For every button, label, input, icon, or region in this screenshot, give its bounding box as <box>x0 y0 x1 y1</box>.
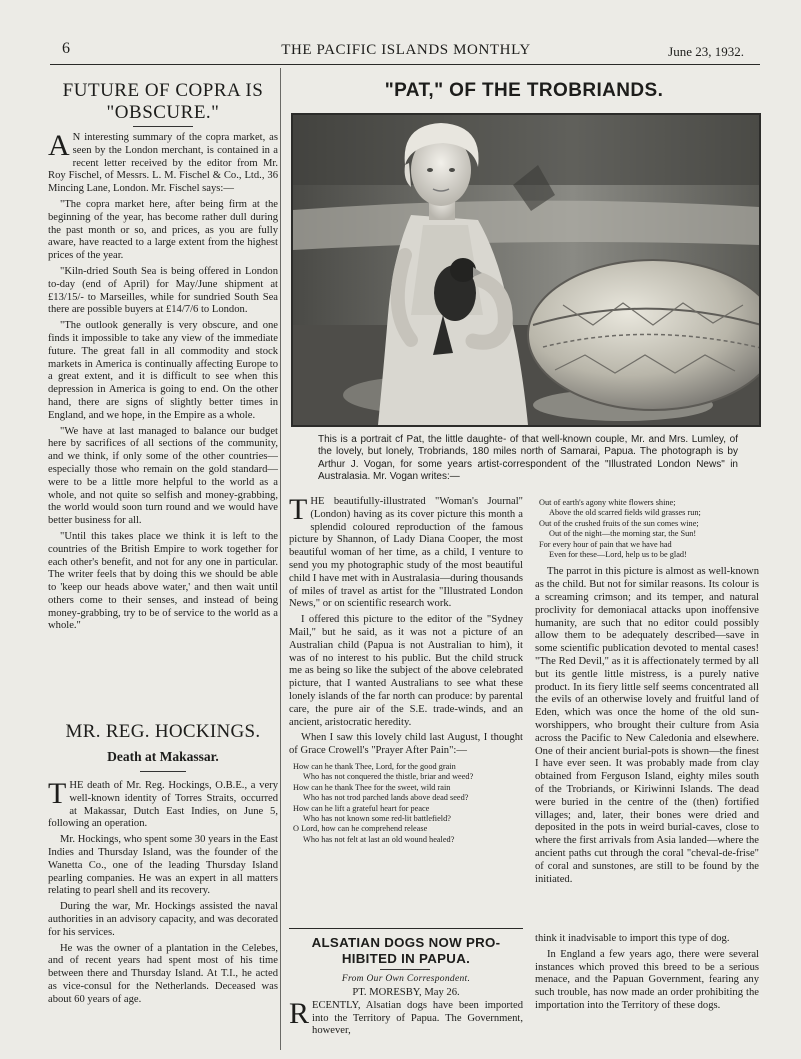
verse-line: Out of the crushed fruits of the sun comes wine; <box>539 518 699 528</box>
verse-line: Even for these—Lord, help us to be glad! <box>549 550 687 560</box>
hockings-subheading: Death at Makassar. <box>107 749 219 764</box>
header-rule <box>50 64 760 65</box>
copra-dropcap: A <box>48 132 70 162</box>
page-header <box>56 40 756 62</box>
hockings-headline: MR. REG. HOCKINGS. <box>65 721 261 742</box>
dogs-paragraph: think it inadvisable to import this type of dog. <box>535 933 730 944</box>
pat-paragraph: THE beautifully-illustrated "Woman's Journal" (London) having as its cover picture this month a splendid coloured reproduction of the famous picture by Shannon, of Lady Diana Cooper, the most beautiful woman of her time, as a child, I venture to send you my photographic study of the most beautiful child I have met with in Australasia—during thousands of miles of travel as artist for the "Illustrated London News," or on scientific research work. <box>289 496 523 610</box>
pat-article-column-2 <box>535 498 759 918</box>
verse-line: Out of earth's agony white flowers shine; <box>539 498 676 507</box>
masthead: THE PACIFIC ISLANDS MONTHLY <box>281 42 531 58</box>
copra-paragraph: "Until this takes place we think it is left to the countries of the British Empire to work together for each other's benefit, and not for any one in particular. The writer feels that by doing this we should be able to 'keep our heads above water,' and then wait until others come to their senses, and instead of being money-grabbing, try to be of service to the world as a whole." <box>48 530 278 632</box>
verse-line: How can he thank Thee for the sweet, wild rain <box>293 782 451 792</box>
pat-paragraph: When I saw this lovely child last August, I thought of Grace Crowell's "Prayer After Pain":— <box>289 732 523 757</box>
hockings-article-body <box>48 780 278 1050</box>
dogs-dropcap: R <box>289 996 310 1030</box>
dogs-paragraph: RECENTLY, Alsatian dogs have been imported into the Territory of Papua. The Government, however, <box>289 996 523 1037</box>
verse-line: Out of the night—the morning star, the Sun! <box>549 529 697 539</box>
copra-paragraph: A N interesting summary of the copra market, as seen by the London merchant, is contained in a recent letter received by the editor from Mr. Roy Fischel, of Messrs. L. M. Fischel & Co., Ltd., 36 Mincing Lane, London. Mr. Fischel says:— <box>48 132 278 195</box>
page-number: 6 <box>62 40 70 57</box>
dogs-headline <box>288 935 524 967</box>
section-rule <box>289 928 523 929</box>
dogs-article-column-1 <box>289 987 523 1053</box>
dateline: PT. MORESBY, May 26. <box>352 987 460 998</box>
dogs-headline-line1: ALSATIAN DOGS NOW PRO- <box>311 935 501 950</box>
poem-verse-1 <box>289 762 523 845</box>
copra-headline-line2: "OBSCURE." <box>106 102 220 123</box>
verse-line: For every hour of pain that we have had <box>539 539 672 549</box>
verse-line: Who has not known some red-lit battlefield? <box>303 813 451 823</box>
pat-paragraph: I offered this picture to the editor of the "Sydney Mail," but he said, as it was not a picture of an Australian child (Papua is not Australian to him), it was of no interest to his public. But the child struck me as being so like the subject of the above celebrated picture, that I wanted Australians to see what these lonely islands of the far north can produce: by parental care, the pure air of the S.E. trade-winds, and an ancient, aristocratic heredity. <box>289 614 523 728</box>
hockings-headline-rule <box>140 771 186 772</box>
verse-line: How can he thank Thee, Lord, for the good grain <box>293 761 456 771</box>
correspondent-line: From Our Own Correspondent. <box>341 974 471 984</box>
verse-line: How can he lift a grateful heart for peace <box>293 803 430 813</box>
hockings-paragraph: He was the owner of a plantation in the Celebes, and of recent years had spent most of his time between there and Thursday Island. At T.I., he acted as vice-consul for the Netherlands. Deceased was about 60 years of age. <box>48 942 278 1005</box>
verse-line: Who has not conquered the thistle, briar and weed? <box>303 772 474 782</box>
copra-paragraph: "Kiln-dried South Sea is being offered in London to-day (end of April) for May/June shipment at £13/15/- to Marseilles, while for sundried South Sea there are possible buyers at £14/7/6 to London. <box>48 265 278 316</box>
copra-headline <box>52 80 274 124</box>
verse-line: Who has not trod parched lands above dead seed? <box>303 793 469 803</box>
verse-line: Who has not felt at last an old wound healed? <box>303 834 455 844</box>
hockings-dropcap: T <box>48 780 67 810</box>
dogs-paragraph: In England a few years ago, there were several instances which proved this breed to be a serious menace, and the Papuan Government, fearing any such trouble, has now made an order prohibiting the importation into the Territory of these dogs. <box>535 948 759 1011</box>
pat-headline: "PAT," OF THE TROBRIANDS. <box>384 80 664 101</box>
copra-paragraph: "We have at last managed to balance our budget here by sacrifices of all sections of the community, and we think, if only some of the other countries—especially those who remain on the gold standard—were to be a little more helpful to the world as a whole, and not quite so selfish and money-grabbing, the world would soon turn round and we would have better business for all. <box>48 425 278 527</box>
hockings-paragraph: THE death of Mr. Reg. Hockings, O.B.E., a very well-known identity of Torres Straits, occurred at Makassar, Dutch East Indies, on June 5, following an operation. <box>48 780 278 830</box>
hockings-paragraph: Mr. Hockings, who spent some 30 years in the East Indies and Thursday Island, was the founder of the Wanetta Co., one of the leading Thursday Island pearling companies. He was an expert in all matters relating to pearl shell and its recovery. <box>48 834 278 897</box>
pat-paragraph: The parrot in this picture is almost as well-known as the child. But not for similar reasons. Its colour is a screaming crimson; and its temper, and natural proclivity for demoniacal attacks upon inoffensive humanity, are such that no editor could possibly allow them to be adequately described—save in some scientific publication devoted to mental cases! "The Red Devil," as it is affectionately termed by all but its gentle little mistress, is a purely native product. In its fiery little self seems concentrated all the evils of an otherwise lovely and fruitful land of Eden, which was once the home of the old sun-worshippers, who brought their culture from Asia across the Pacific to New Caledonia and elsewhere. One of their ancient burial-pots is shown—the finest I have ever seen. It was probably made from clay obtained from Ferguson Island, eighty miles south of the Trobriands, or Kiriwinni Islands. The dead were buried in the centre of the (then) fortified villages; and, later, their bones were dried and deposited in the pots in weird burial-caves, close to where the first arrivals from Asia landed—where the ancient paths cut through the coral "cheval-de-frise" of coral and sunstones, are still to be found by the initiated. <box>535 566 759 885</box>
copra-headline-rule <box>133 126 193 127</box>
hockings-paragraph: During the war, Mr. Hockings assisted the naval authorities in an advisory capacity, and was decorated for his services. <box>48 901 278 938</box>
portrait-photo <box>291 113 761 427</box>
copra-headline-line1: FUTURE OF COPRA IS <box>62 80 264 101</box>
dogs-headline-line2: HIBITED IN PAPUA. <box>341 951 471 966</box>
column-rule <box>280 68 281 1050</box>
copra-article-body <box>48 132 278 692</box>
verse-line: O Lord, how can he comprehend release <box>293 824 428 834</box>
pat-article-column-1 <box>289 496 523 911</box>
verse-line: Above the old scarred fields wild grasses run; <box>549 508 701 518</box>
pat-dropcap: T <box>289 496 308 526</box>
copra-paragraph: "The outlook generally is very obscure, and one finds it impossible to take any view of the immediate future. The great fall in all commodity and stock markets in America is continually affecting Europe to a great extent, and it is difficult to see when this depression in America is going to end. On the other hand, there are signs of slightly better times in England, and we hope, in the Empire as a whole. <box>48 320 278 421</box>
dogs-article-column-2 <box>535 933 759 1051</box>
dogs-headline-rule <box>380 969 430 970</box>
copra-paragraph: "The copra market here, after being firm at the beginning of the year, has become rather dull during the past month or so, and prices, as you are fully aware, have reacted to a large extent from the highest prices of the year. <box>48 198 278 262</box>
photo-caption: This is a portrait cf Pat, the little daughte- of that well-known couple, Mr. and Mrs. Lumley, of the lovely, but lonely, Trobriands, 180 miles north of Samarai, Papua. The photograph is by Arthur J. Vogan, for some years artist-correspondent of the "Illustrated London News" in Australasia. Mr. Vogan writes:— <box>318 434 738 483</box>
issue-date: June 23, 1932. <box>668 44 744 59</box>
poem-verse-2 <box>535 498 759 560</box>
